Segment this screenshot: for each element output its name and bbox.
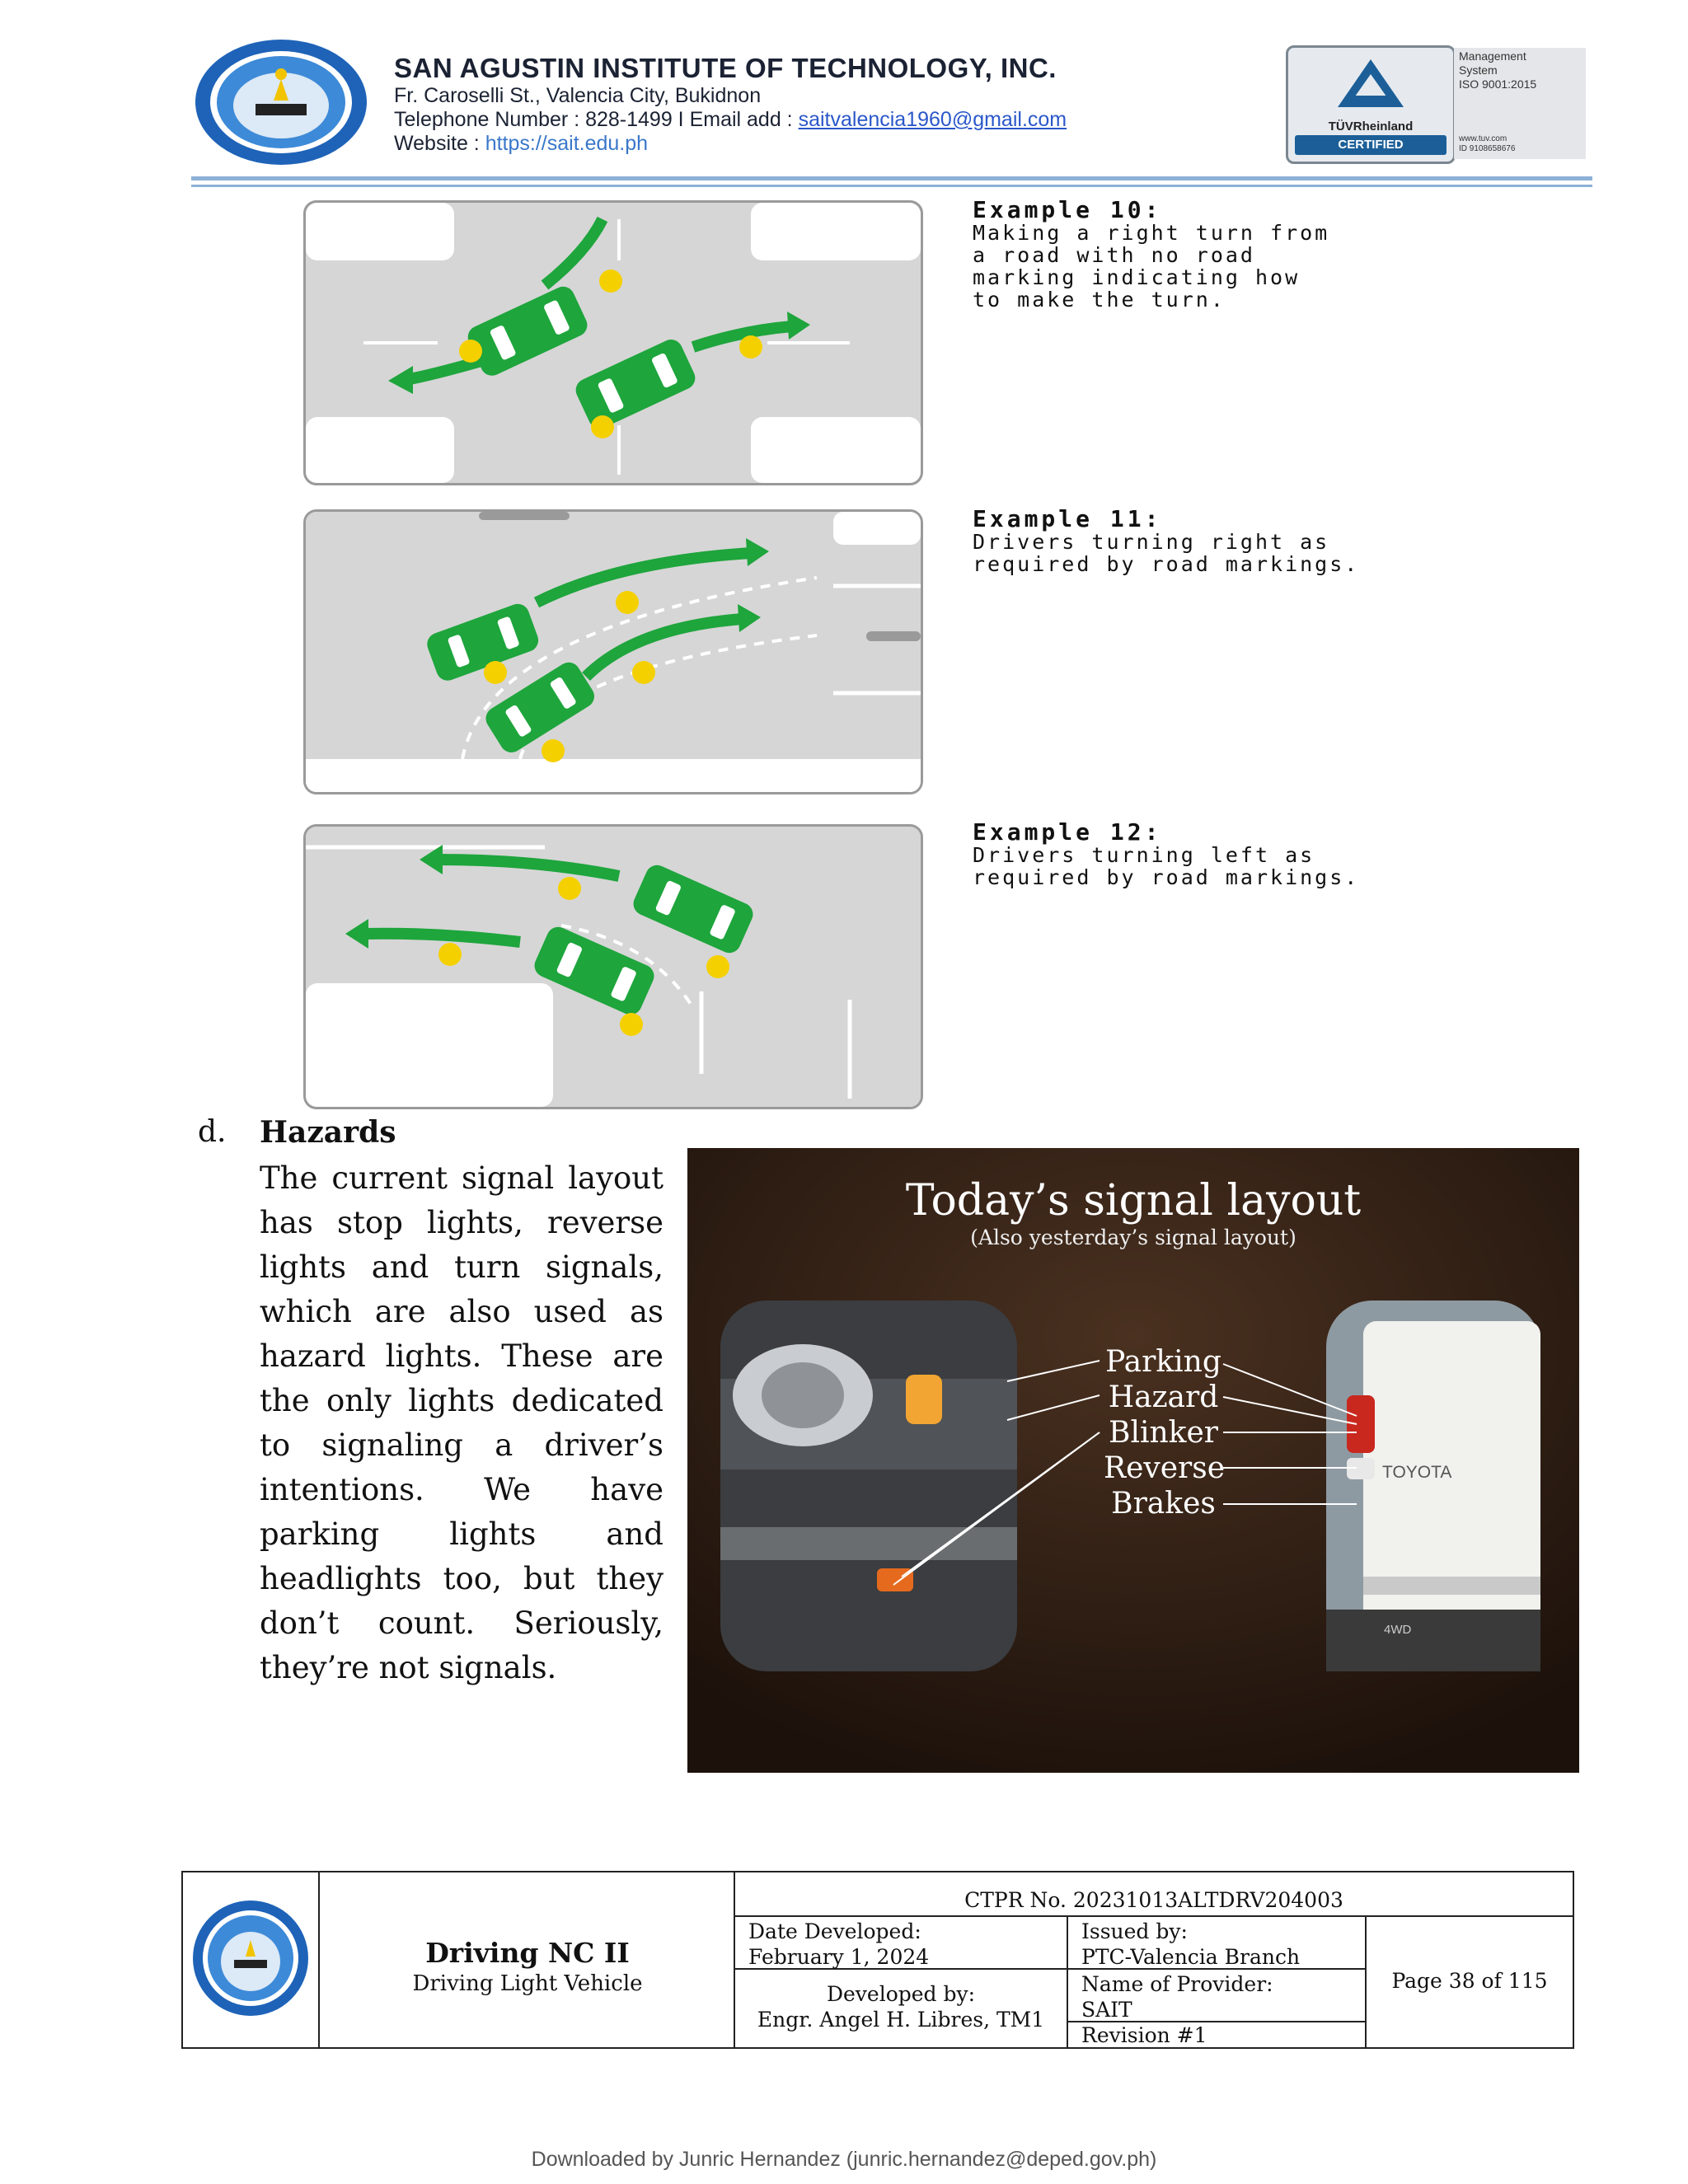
institute-address: Fr. Caroselli St., Valencia City, Bukidnon bbox=[394, 84, 762, 107]
example-11-text: Drivers turning right as required by road markings. bbox=[973, 530, 1360, 576]
label-hazard: Hazard bbox=[1108, 1380, 1219, 1414]
footer-course-subtitle: Driving Light Vehicle bbox=[412, 1971, 643, 1996]
footer-provider: SAIT bbox=[1081, 1998, 1132, 2022]
label-reverse: Reverse bbox=[1104, 1451, 1226, 1485]
document-footer-table bbox=[181, 1871, 1574, 2049]
footer-date-cell bbox=[735, 1917, 1068, 1970]
signal-image-subtitle: (Also yesterday’s signal layout) bbox=[970, 1226, 1296, 1249]
tuv-certification-badge bbox=[1286, 45, 1456, 164]
signal-image-title: Today’s signal layout bbox=[905, 1176, 1362, 1226]
header-divider bbox=[191, 176, 1592, 180]
institute-name: SAN AGUSTIN INSTITUTE OF TECHNOLOGY, INC. bbox=[394, 53, 1057, 83]
example-10-text: Making a right turn from a road with no road marking indicating how to make the turn. bbox=[973, 221, 1330, 312]
email-link[interactable]: saitvalencia1960@gmail.com bbox=[798, 108, 1067, 131]
footer-developer-cell bbox=[735, 1970, 1068, 2047]
footer-dev-label: Developed by: bbox=[826, 1982, 976, 2006]
footer-course-title: Driving NC II bbox=[425, 1937, 630, 1969]
footer-provider-cell bbox=[1068, 1970, 1367, 2022]
phone-label: Telephone Number : 828-1499 I Email add : bbox=[394, 108, 799, 131]
website-line bbox=[394, 132, 1301, 156]
website-link[interactable]: https://sait.edu.ph bbox=[485, 132, 649, 155]
hazards-paragraph: The current signal layout has stop lights, reverse lights and turn signals, which are also used as hazard lights. These are the only lights dedicated to signaling a driver’s intentions. We have parking lights and headlights too, but they don’t count. Seriously, they’re not signals. bbox=[260, 1160, 663, 1685]
example-10-title: Example 10: bbox=[973, 196, 1162, 223]
example-10-caption bbox=[973, 196, 1484, 312]
label-parking: Parking bbox=[1105, 1345, 1221, 1379]
footer-date-label: Date Developed: bbox=[748, 1919, 921, 1943]
example-12-text: Drivers turning left as required by road markings. bbox=[973, 843, 1360, 889]
truck-badge: TOYOTA bbox=[1382, 1463, 1452, 1482]
footer-dev: Engr. Angel H. Libres, TM1 bbox=[757, 2008, 1045, 2032]
tuv-triangle-icon bbox=[1336, 58, 1405, 109]
label-brakes: Brakes bbox=[1111, 1487, 1216, 1521]
header-divider-thin bbox=[191, 185, 1592, 187]
example-12-title: Example 12: bbox=[973, 818, 1162, 846]
footer-provider-label: Name of Provider: bbox=[1081, 1972, 1273, 1996]
footer-issued-label: Issued by: bbox=[1081, 1919, 1188, 1943]
download-note: Downloaded by Junric Hernandez (junric.hernandez@deped.gov.ph) bbox=[531, 2148, 1157, 2171]
cert-id: ID 9108658676 bbox=[1459, 144, 1516, 153]
institute-seal-logo bbox=[191, 36, 371, 168]
certified-label: CERTIFIED bbox=[1295, 135, 1447, 155]
footer-logo-cell bbox=[183, 1872, 320, 2047]
example-12-illustration bbox=[303, 824, 923, 1109]
tuv-brand: TÜVRheinland bbox=[1328, 120, 1414, 134]
management-system-box bbox=[1454, 48, 1586, 159]
cert-www: www.tuv.com bbox=[1459, 134, 1507, 143]
example-10-illustration bbox=[303, 200, 923, 485]
example-11-caption bbox=[973, 505, 1484, 576]
footer-ctpr: CTPR No. 20231013ALTDRV204003 bbox=[735, 1872, 1573, 1917]
contact-line bbox=[394, 108, 1301, 132]
example-11-illustration bbox=[303, 509, 923, 794]
footer-issued: PTC-Valencia Branch bbox=[1081, 1945, 1301, 1969]
footer-seal-logo bbox=[190, 1897, 312, 2019]
footer-page-number: Page 38 of 115 bbox=[1391, 1969, 1548, 1993]
label-blinker: Blinker bbox=[1109, 1416, 1218, 1450]
website-label: Website : bbox=[394, 132, 485, 155]
signal-layout-image bbox=[687, 1148, 1579, 1773]
header-text-block bbox=[394, 53, 1301, 156]
truck-badge-4wd: 4WD bbox=[1384, 1623, 1412, 1637]
section-title: Hazards bbox=[260, 1115, 396, 1150]
footer-date: February 1, 2024 bbox=[748, 1945, 930, 1969]
section-marker: d. bbox=[198, 1115, 227, 1149]
footer-course-cell bbox=[320, 1872, 735, 2047]
management-system-label: Management System bbox=[1459, 49, 1526, 77]
iso-label: ISO 9001:2015 bbox=[1459, 77, 1537, 91]
footer-revision: Revision #1 bbox=[1068, 2022, 1367, 2047]
footer-issued-cell bbox=[1068, 1917, 1367, 1970]
example-12-caption bbox=[973, 818, 1484, 889]
example-11-title: Example 11: bbox=[973, 505, 1162, 532]
